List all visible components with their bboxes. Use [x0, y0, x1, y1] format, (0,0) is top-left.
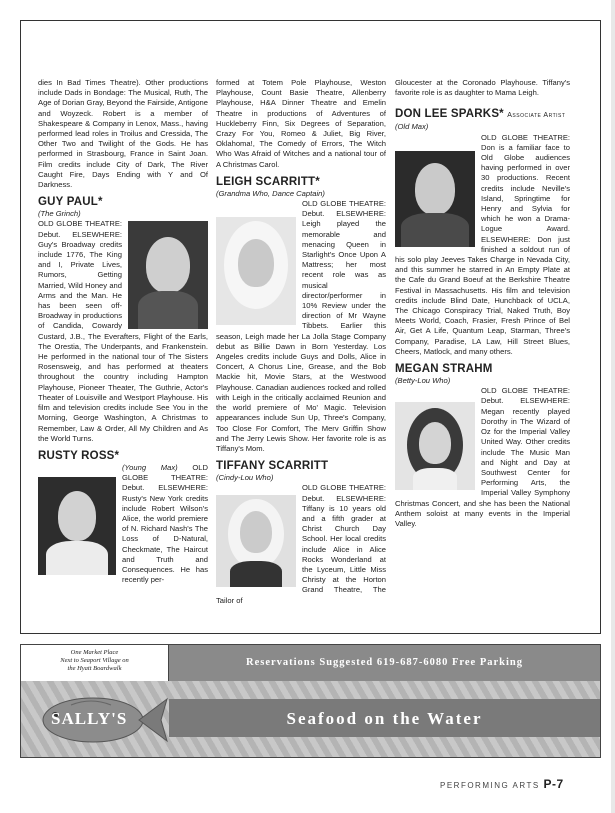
actor-role-guy-paul: (The Grinch) [38, 209, 81, 219]
page-spine-shadow [611, 0, 615, 813]
actor-name-guy-paul: GUY PAUL* [38, 196, 103, 209]
headshot-tiffany-scarritt [216, 495, 296, 587]
continued-bio-text: dies In Bad Times Theatre). Other productions include Dads in Bondage: The Musical, Ruth, The Age of Dorian Gray, Beyond the Fairside, Antigone and Woyzeck. Robert is a member of Shakespeare & Company in Lenox, Mass., having performed lead roles in Troilus and Cressida, The Other Two and Twilight of the Gods. He has performed in Strasbourg, France in Saint Joan. Film credits include City of Dark, The River Caught Fire, Days Ending with Y and Of Darkness. [38, 78, 208, 190]
ad-reservations-text: Reservations Suggested 619-687-6080 Free Parking [245, 657, 524, 668]
headshot-rusty-ross [38, 477, 116, 575]
actor-bio-megan-strahm: OLD GLOBE THEATRE: Debut. ELSEWHERE: Megan recently played Dorothy in The Wizard of Oz for the Imperial Valley United Way. Other credits include The Music Man and Night and Day at Southwest Center for Performing Arts, the Imperial Valley Symphony Christmas Concert, and she has been the National Anthem soloist at many events in the Imperial Valley. [395, 386, 570, 528]
actor-name-leigh-scarritt: LEIGH SCARRITT* [216, 175, 320, 188]
ad-reservations-bar [169, 645, 600, 681]
actor-bio-leigh-scarritt: OLD GLOBE THEATRE: Debut. ELSEWHERE: Leigh played the memorable and menacing Queen in Starlight's Once Upon A Mattress; her most recent role was as musical director/performer in 10% Review under the direction of Mr Wayne Tibbets. Earlier this season, Leigh made her La Jolla Stage Company debut as Billie Dawn in Born Yesterday. Los Angeles credits include Guys and Dolls, Alice in Concert, A Chorus Line, Grease, and the Bob Mackie hit, Movie Stars, at the Westwood Playhouse. Canadian audiences rocked and rolled with Leigh in the critically acclaimed Reunion and the world premiere of Mo' Magic. Television appearances include Sun Up, Three's Company, Too Close For Comfort, The Merv Griffin Show and The Jerry Lewis Show. Her favorite role is as Tiffany's Mom. [216, 199, 386, 453]
ad-wave-pattern [21, 681, 600, 757]
continued-bio-text: Gloucester at the Coronado Playhouse. Tiffany's favorite role is as daughter to Mama Leigh. [395, 78, 570, 98]
actor-role-don-lee-sparks: (Old Max) [395, 122, 429, 132]
actor-name-don-lee-sparks: DON LEE SPARKS* Associate Artist [395, 108, 566, 121]
ad-address: One Market Place Next to Seaport Village on the Hyatt Boardwalk [21, 645, 169, 681]
actor-bio-tiffany-scarritt: OLD GLOBE THEATRE: Debut. ELSEWHERE: Tiffany is 10 years old and a fifth grader at Christ Church Day School. Her local credits include Alice in Alice Rocks Wonderland at the Lyceum, Little Miss Christy at the Horton Grand Theatre, The Tailor of [216, 483, 386, 605]
actor-bio-don-lee-sparks: OLD GLOBE THEATRE: Don is a familiar face to Old Globe audiences having performed in over 30 productions. Recent credits include Neville's Island, Springtime for Henry and Sylvia for which he won a Drama-Logue Award. ELSEWHERE: Don just finished a soldout run of his solo play Jeeves Takes Charge in Nevada City, and this summer he starred in An Empty Plate at the Cafe du Grand Boeuf at the Berkshire Theatre Festival in Massachusetts. His film and television credits include Blind Date, Hunchback of UCLA, The Chicago Conspiracy Trial, Naked Truth, Boy Meets World, Coach, Frasier, Fresh Prince of Bel Air, Get A Life, Quantum Leap, Starman, Three's Company, Paradise, LA Law, Hill Street Blues, Cheers, Matlock, and many others. [395, 132, 570, 356]
actor-role-leigh-scarritt: (Grandma Who, Dance Captain) [216, 188, 325, 198]
headshot-leigh-scarritt [216, 217, 296, 325]
bio-column-3 [395, 78, 570, 529]
page-footer [440, 777, 564, 791]
bio-column-1 [38, 78, 208, 585]
actor-name-megan-strahm: MEGAN STRAHM [395, 363, 493, 376]
actor-role-megan-strahm: (Betty-Lou Who) [395, 376, 451, 386]
bio-column-2 [216, 78, 386, 606]
ad-tagline-band [169, 699, 600, 737]
continued-bio-text: formed at Totem Pole Playhouse, Weston Playhouse, Count Basie Theatre, Allenberry Playhouse, H&A Dinner Theatre and Emelin Theatre in productions of Adventures of Huckleberry Finn, Six Degrees of Separation, Crazy For You, Romeo & Juliet, Big River, Oklahoma!, The Comedy of Errors, The Witch Who Was Afraid of Witches and a national tour of A Christmas Carol. [216, 78, 386, 169]
headshot-don-lee-sparks [395, 151, 475, 247]
page-number: P-7 [543, 777, 564, 791]
actor-name-rusty-ross: RUSTY ROSS* [38, 449, 120, 462]
headshot-guy-paul [128, 221, 208, 329]
headshot-megan-strahm [395, 402, 475, 490]
sallys-advertisement [20, 644, 601, 758]
actor-role-tiffany-scarritt: (Cindy-Lou Who) [216, 473, 274, 483]
ad-tagline: Seafood on the Water [286, 709, 483, 728]
sallys-logo: SALLY'S [51, 709, 128, 728]
footer-label: PERFORMING ARTS [440, 781, 540, 790]
actor-bio-rusty-ross: (Young Max) OLD GLOBE THEATRE: Debut. ELSEWHERE: Rusty's New York credits include Robert Wilson's Alice, the world premiere of N. Richard Nash's The Loss of D-Natural, Checkmate, The Haircut and Truth and Consequences. He has recently per- [38, 463, 208, 585]
actor-name-tiffany-scarritt: TIFFANY SCARRITT [216, 460, 329, 473]
actor-bio-guy-paul: OLD GLOBE THEATRE: Debut. ELSEWHERE: Guy's Broadway credits include 1776, The King and I, Private Lives, Rumors, Getting Married, Wild Honey and Arms and the Man. He has been seen off-Broadway in productions of Candida, Cowardy Custard, J.B., The Everafters, Flight of the Earls, The Orestia, The Underpants, and Frankenstein. He performed in the national tour of The Sisters Rosensweig, and has performed at theaters throughout the country including Hampton Playhouse, Pioneer Theater, The Guthrie, Actor's Theater of Louisville and Westport Playhouse. His film and television credits include See You in the Morning, George Washington, A Christmas to Remember, Law & Order, All My Children and As the World Turns. [38, 219, 208, 443]
